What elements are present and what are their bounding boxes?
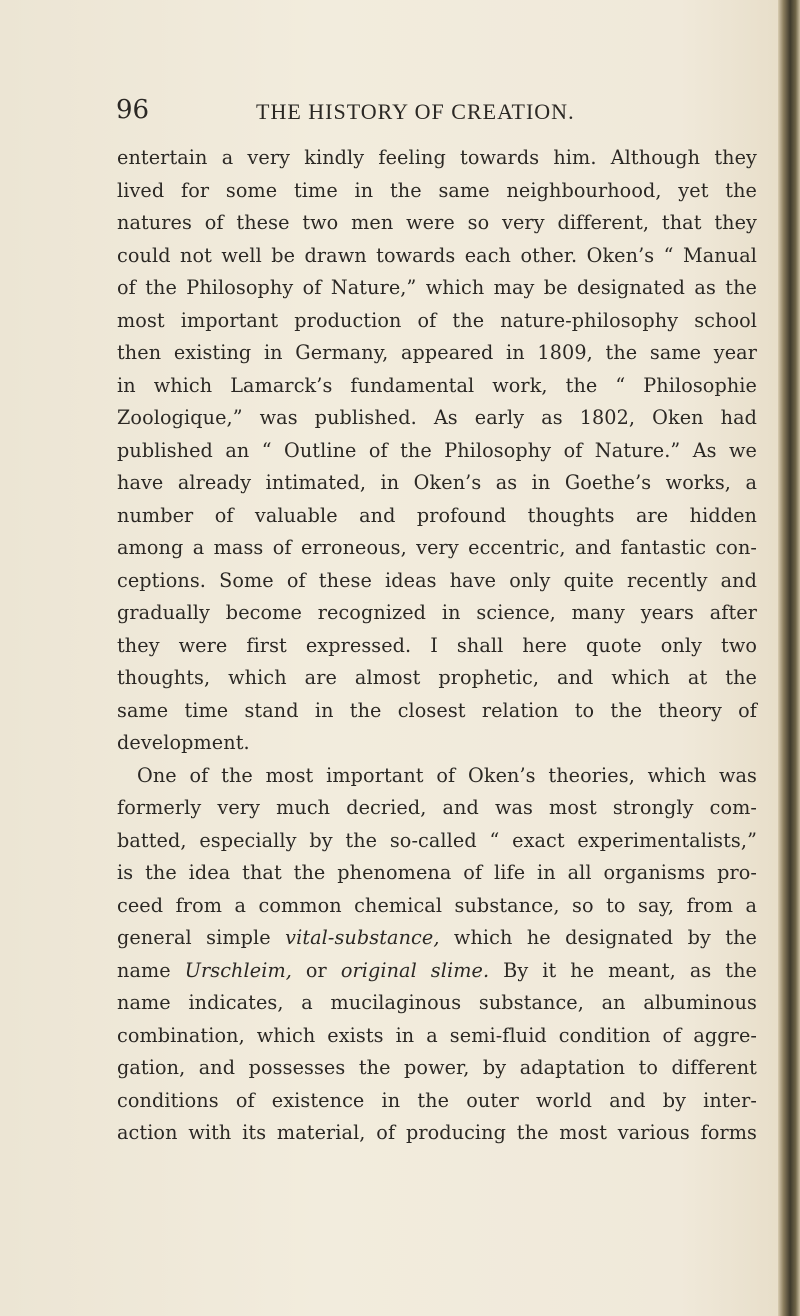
italic-term: original slime. [340, 958, 490, 982]
text-line: thoughts, which are almost prophetic, and which at the [117, 666, 757, 689]
text-line: batted, especially by the so-called “ exact experimentalists,” [117, 828, 757, 852]
text-line: lived for some time in the same neighbourhood, yet the [117, 178, 757, 202]
text-line: name indicates, a mucilaginous substance, an albuminous [117, 991, 757, 1014]
text-line: One of the most important of Oken’s theories, which was [137, 763, 757, 787]
text-line: Zoologique,” was published. As early as 1802, Oken had [117, 406, 757, 429]
text-line: then existing in Germany, appeared in 1809, the same year [117, 341, 757, 364]
text-line: have already intimated, in Oken’s as in Goethe’s works, a [117, 471, 757, 494]
text-line: action with its material, of producing the most various forms [117, 1121, 757, 1144]
text-line: most important production of the nature-philosophy school [117, 308, 757, 332]
text-line: is the idea that the phenomena of life in all organisms pro- [117, 861, 757, 884]
text-segment: By it he meant, as the [503, 958, 757, 982]
text-segment: name [117, 958, 171, 982]
italic-term: vital-substance, [285, 926, 440, 949]
text-line: entertain a very kindly feeling towards him. Although they [117, 146, 757, 169]
text-line: ceed from a common chemical substance, so to say, from a [117, 893, 757, 917]
text-line: among a mass of erroneous, very eccentric, and fantastic con- [117, 536, 757, 559]
text-line: combination, which exists in a semi-fluid condition of aggre- [117, 1023, 757, 1047]
text-line: in which Lamarck’s fundamental work, the “ Philosophie [117, 373, 757, 397]
text-line-mixed [117, 955, 757, 988]
text-line-mixed [117, 922, 757, 955]
text-segment: which he designated by the [453, 926, 757, 949]
text-segment: general simple [117, 926, 271, 949]
running-head: THE HISTORY OF CREATION. [256, 99, 575, 124]
text-line: of the Philosophy of Nature,” which may be designated as the [117, 276, 757, 299]
text-line: development. [117, 731, 250, 754]
text-line: they were first expressed. I shall here quote only two [117, 633, 757, 657]
text-line: gation, and possesses the power, by adaptation to different [117, 1056, 757, 1079]
text-line: conditions of existence in the outer world and by inter- [117, 1088, 757, 1112]
text-line: ceptions. Some of these ideas have only quite recently and [117, 568, 757, 592]
text-line: formerly very much decried, and was most strongly com- [117, 796, 757, 819]
body-text [117, 142, 757, 1150]
text-line: gradually become recognized in science, many years after [117, 601, 757, 624]
text-line: could not well be drawn towards each other. Oken’s “ Manual [117, 243, 757, 267]
text-line: natures of these two men were so very different, that they [117, 211, 757, 234]
italic-term: Urschleim, [184, 958, 292, 982]
page-number: 96 [116, 95, 150, 125]
text-line: same time stand in the closest relation to the theory of [117, 698, 757, 722]
page-edge-shadow [778, 0, 800, 1316]
text-line: published an “ Outline of the Philosophy of Nature.” As we [117, 438, 757, 462]
page-header [116, 94, 766, 134]
text-line: number of valuable and profound thoughts are hidden [117, 503, 757, 527]
text-segment: or [305, 958, 327, 982]
